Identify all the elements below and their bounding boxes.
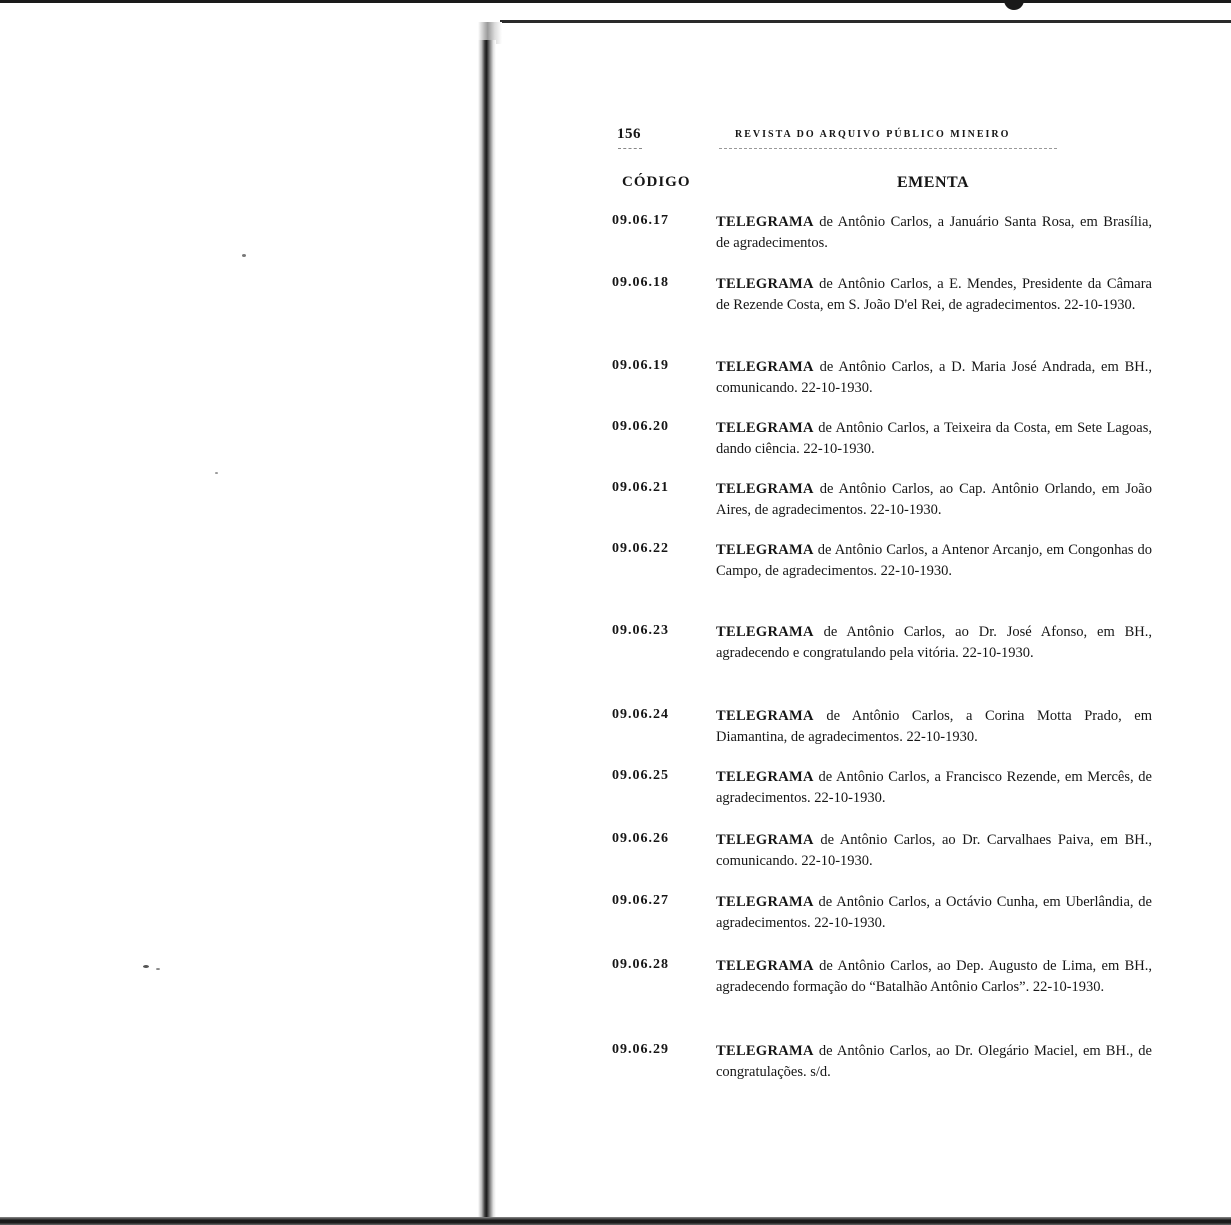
entry-description: de Antônio Carlos, a Francisco Rezende, em Mercês, de agradecimentos. 22-10-1930. — [716, 769, 1152, 806]
entry-summary — [716, 1041, 1152, 1083]
entry-code: 09.06.21 — [612, 480, 669, 495]
entry-code: 09.06.18 — [612, 275, 669, 290]
entry-type-label: TELEGRAMA — [716, 481, 814, 497]
page-number: 156 — [617, 126, 641, 142]
entry-summary — [716, 540, 1152, 582]
entry-summary — [716, 706, 1152, 748]
entry-description: de Antônio Carlos, a Octávio Cunha, em Uberlândia, de agradecimentos. 22-10-1930. — [716, 894, 1152, 931]
entry-code: 09.06.19 — [612, 358, 669, 373]
entry-code: 09.06.17 — [612, 213, 669, 228]
entry-summary — [716, 892, 1152, 934]
entry-code: 09.06.26 — [612, 831, 669, 846]
entry-type-label: TELEGRAMA — [716, 894, 814, 910]
entry-code: 09.06.22 — [612, 541, 669, 556]
entry-summary — [716, 830, 1152, 872]
entry-description: de Antônio Carlos, a Januário Santa Rosa, em Brasília, de agradecimentos. — [716, 214, 1152, 251]
entry-description: de Antônio Carlos, ao Dep. Augusto de Lima, em BH., agradecendo formação do “Batalhão Antônio Carlos”. 22-10-1930. — [716, 958, 1152, 995]
header-rule — [719, 148, 1057, 149]
entry-summary — [716, 212, 1152, 254]
entry-description: de Antônio Carlos, ao Cap. Antônio Orlando, em João Aires, de agradecimentos. 22-10-1930. — [716, 481, 1152, 518]
entry-description: de Antônio Carlos, ao Dr. Olegário Maciel, em BH., de congratulações. s/d. — [716, 1043, 1152, 1080]
entry-type-label: TELEGRAMA — [716, 769, 814, 785]
entry-type-label: TELEGRAMA — [716, 958, 814, 974]
running-title: REVISTA DO ARQUIVO PÚBLICO MINEIRO — [735, 129, 1011, 140]
entry-summary — [716, 274, 1152, 316]
entry-description: de Antônio Carlos, ao Dr. Carvalhaes Paiva, em BH., comunicando. 22-10-1930. — [716, 832, 1152, 869]
entry-summary — [716, 418, 1152, 460]
entry-code: 09.06.27 — [612, 893, 669, 908]
column-heading-code: CÓDIGO — [622, 174, 691, 190]
entry-type-label: TELEGRAMA — [716, 832, 814, 848]
entry-description: de Antônio Carlos, ao Dr. José Afonso, em BH., agradecendo e congratulando pela vitória. 22-10-1930. — [716, 624, 1152, 661]
column-heading-summary: EMENTA — [897, 174, 970, 191]
entry-type-label: TELEGRAMA — [716, 1043, 814, 1059]
entry-type-label: TELEGRAMA — [716, 624, 814, 640]
entry-summary — [716, 479, 1152, 521]
entry-summary — [716, 622, 1152, 664]
entry-type-label: TELEGRAMA — [716, 542, 814, 558]
entry-code: 09.06.28 — [612, 957, 669, 972]
entry-description: de Antônio Carlos, a Corina Motta Prado, em Diamantina, de agradecimentos. 22-10-1930. — [716, 708, 1152, 745]
entry-type-label: TELEGRAMA — [716, 708, 814, 724]
entry-code: 09.06.25 — [612, 768, 669, 783]
entry-type-label: TELEGRAMA — [716, 420, 814, 436]
entry-description: de Antônio Carlos, a Antenor Arcanjo, em Congonhas do Campo, de agradecimentos. 22-10-1930. — [716, 542, 1152, 579]
entry-code: 09.06.20 — [612, 419, 669, 434]
entry-type-label: TELEGRAMA — [716, 276, 814, 292]
entry-summary — [716, 357, 1152, 399]
entry-type-label: TELEGRAMA — [716, 359, 814, 375]
page-header — [617, 126, 1057, 152]
entry-description: de Antônio Carlos, a Teixeira da Costa, em Sete Lagoas, dando ciência. 22-10-1930. — [716, 420, 1152, 457]
entry-summary — [716, 767, 1152, 809]
entry-code: 09.06.24 — [612, 707, 669, 722]
entry-code: 09.06.23 — [612, 623, 669, 638]
entry-code: 09.06.29 — [612, 1042, 669, 1057]
entry-description: de Antônio Carlos, a D. Maria José Andrada, em BH., comunicando. 22-10-1930. — [716, 359, 1152, 396]
entry-type-label: TELEGRAMA — [716, 214, 814, 230]
entry-summary — [716, 956, 1152, 998]
entry-description: de Antônio Carlos, a E. Mendes, Presidente da Câmara de Rezende Costa, em S. João D'el Rei, de agradecimentos. 22-10-1930. — [716, 276, 1152, 313]
